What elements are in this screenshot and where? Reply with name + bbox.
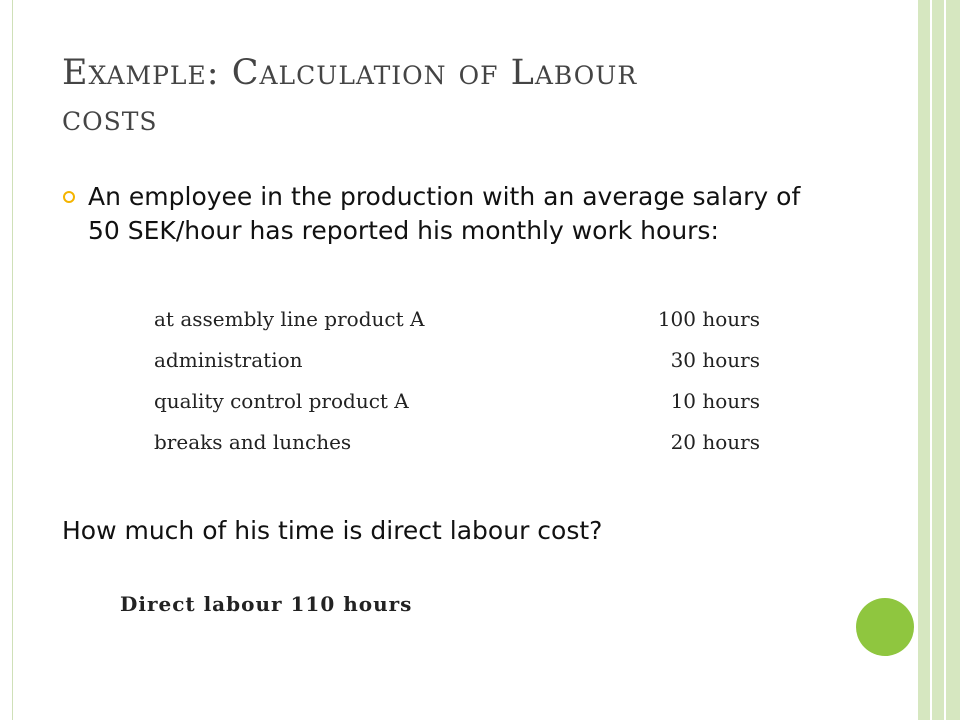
slide-title-line: costs	[62, 99, 158, 139]
slide-title-line: Example: Calculation of Labour	[62, 53, 638, 93]
answer-text: Direct labour 110 hours	[120, 592, 413, 616]
left-border-line	[12, 0, 13, 720]
bullet-icon	[63, 191, 75, 203]
hours-table	[154, 302, 760, 466]
bullet-text: An employee in the production with an average salary of 50 SEK/hour has reported his monthly work hours:	[88, 182, 801, 245]
hours-activity: breaks and lunches	[154, 430, 352, 454]
hours-activity: administration	[154, 348, 303, 372]
hours-value: 30 hours	[670, 348, 760, 372]
hours-row	[154, 425, 760, 466]
hours-row	[154, 343, 760, 384]
hours-row	[154, 384, 760, 425]
question-text: How much of his time is direct labour cost?	[62, 516, 603, 545]
hours-value: 10 hours	[670, 389, 760, 413]
hours-row	[154, 302, 760, 343]
right-decorative-band	[918, 0, 960, 720]
green-circle-decoration	[856, 598, 914, 656]
hours-activity: quality control product A	[154, 389, 409, 413]
slide-title	[62, 50, 822, 142]
right-band-stripe	[930, 0, 932, 720]
hours-value: 20 hours	[670, 430, 760, 454]
hours-value: 100 hours	[657, 307, 760, 331]
right-band-stripe	[944, 0, 946, 720]
hours-activity: at assembly line product A	[154, 307, 425, 331]
